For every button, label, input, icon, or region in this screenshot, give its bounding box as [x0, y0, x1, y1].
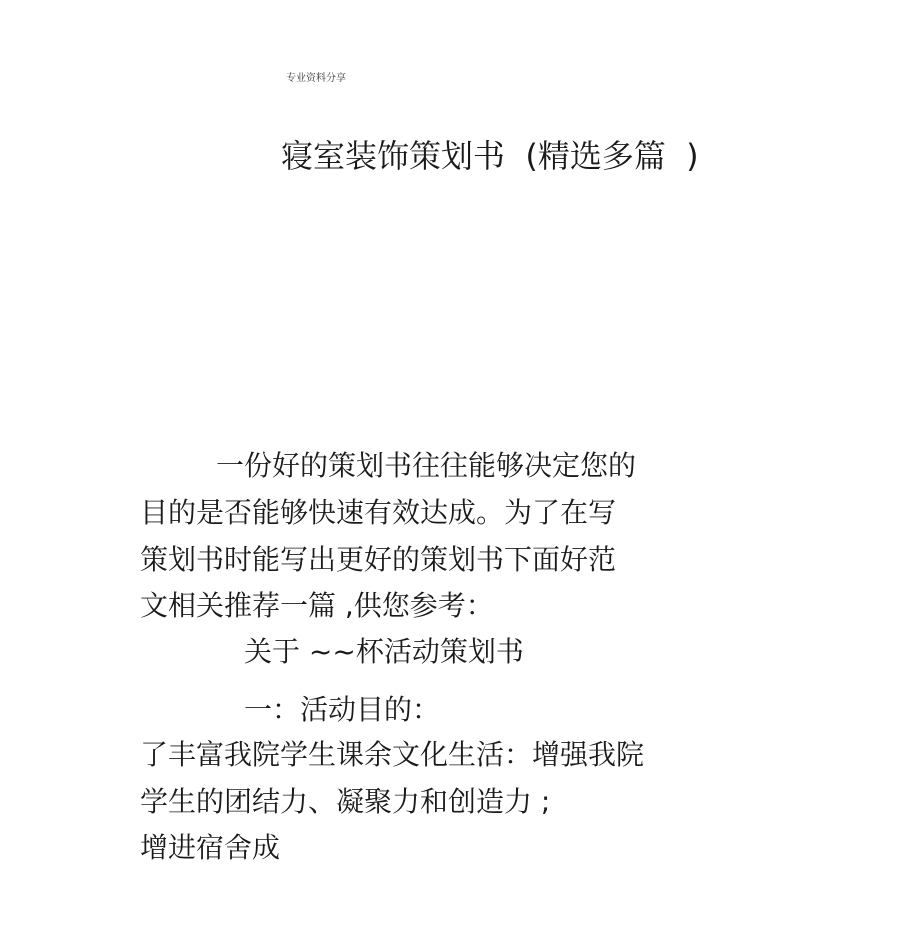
body-line: 增进宿舍成: [140, 831, 281, 864]
subtitle: 关于 ~~杯活动策划书: [244, 635, 524, 668]
section-heading: 一：活动目的：: [244, 693, 441, 726]
intro-line: 文相关推荐一篇 ,供您参考：: [140, 589, 494, 622]
document-title: 寝室装饰策划书 (精选多篇 ): [281, 137, 699, 175]
header-note: 专业资料分享: [286, 73, 346, 84]
body-line: 学生的团结力、凝聚力和创造力 ;: [140, 785, 551, 818]
body-line: 了丰富我院学生课余文化生活：增强我院: [140, 738, 645, 771]
intro-line: 一份好的策划书往往能够决定您的: [216, 449, 637, 482]
intro-line: 目的是否能够快速有效达成。为了在写: [140, 496, 617, 529]
intro-line: 策划书时能写出更好的策划书下面好范: [140, 543, 617, 576]
